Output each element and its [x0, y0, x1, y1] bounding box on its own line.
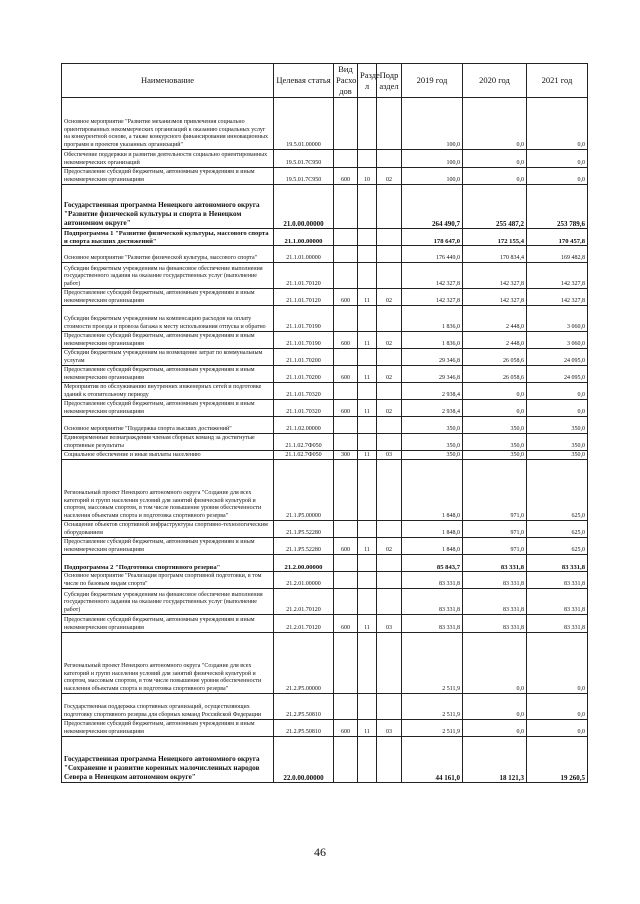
cell-expense-type: 600	[334, 332, 358, 349]
table-row	[62, 720, 588, 737]
cell-target-article: 21.1.02.7Ф050	[274, 434, 334, 451]
cell-section: 11	[358, 332, 377, 349]
cell-section	[358, 417, 377, 434]
cell-expense-type	[334, 383, 358, 400]
cell-2020: 26 058,6	[463, 349, 527, 366]
cell-subsection	[377, 98, 402, 150]
cell-2020: 350,0	[463, 434, 527, 451]
cell-name: Предоставление субсидий бюджетным, автономным учреждениям и иным некоммерческим организациям	[62, 366, 274, 383]
cell-section	[358, 246, 377, 263]
cell-name: Региональный проект Ненецкого автономного округа "Создание для всех категорий и групп населения условий для занятий физической культурой и спортом, массовым спортом, в том числе повышение уровня обеспеченности населения объектами спорта и подготовка спортивного резерва"	[62, 633, 274, 694]
table-body	[62, 98, 588, 783]
cell-expense-type: 600	[334, 168, 358, 185]
cell-subsection	[377, 383, 402, 400]
cell-expense-type	[334, 633, 358, 694]
cell-2021: 0,0	[527, 98, 588, 150]
cell-target-article: 21.1.00.00000	[274, 229, 334, 246]
cell-2019: 2 511,9	[402, 633, 463, 694]
cell-name: Предоставление субсидий бюджетным, автономным учреждениям и иным некоммерческим организациям	[62, 168, 274, 185]
cell-expense-type: 600	[334, 538, 358, 555]
cell-name: Обеспечение поддержки и развития деятельности социально ориентированных некоммерческих организаций	[62, 150, 274, 168]
table-row	[62, 694, 588, 720]
cell-section	[358, 349, 377, 366]
cell-2021: 83 331,8	[527, 589, 588, 615]
cell-subsection	[377, 589, 402, 615]
cell-expense-type	[334, 263, 358, 289]
cell-2021: 24 095,0	[527, 349, 588, 366]
cell-expense-type	[334, 521, 358, 538]
cell-expense-type: 600	[334, 400, 358, 417]
table-row	[62, 555, 588, 572]
cell-2020: 83 331,8	[463, 589, 527, 615]
cell-2021: 0,0	[527, 383, 588, 400]
cell-subsection	[377, 263, 402, 289]
cell-target-article: 19.5.01.00000	[274, 98, 334, 150]
cell-section	[358, 460, 377, 521]
cell-2020: 26 058,6	[463, 366, 527, 383]
table-row	[62, 98, 588, 150]
cell-2020: 350,0	[463, 451, 527, 460]
cell-2021: 0,0	[527, 168, 588, 185]
table-row	[62, 451, 588, 460]
cell-expense-type	[334, 246, 358, 263]
cell-expense-type: 600	[334, 615, 358, 633]
cell-2020: 0,0	[463, 383, 527, 400]
cell-section	[358, 150, 377, 168]
cell-2019: 83 331,8	[402, 572, 463, 589]
cell-2020: 18 121,3	[463, 737, 527, 783]
cell-section	[358, 263, 377, 289]
cell-section	[358, 434, 377, 451]
cell-expense-type	[334, 460, 358, 521]
cell-name: Предоставление субсидий бюджетным, автономным учреждениям и иным некоммерческим организациям	[62, 400, 274, 417]
cell-2019: 83 331,8	[402, 615, 463, 633]
table-row	[62, 289, 588, 306]
table-row	[62, 538, 588, 555]
cell-expense-type	[334, 737, 358, 783]
cell-expense-type	[334, 349, 358, 366]
cell-target-article: 21.1.01.70200	[274, 349, 334, 366]
cell-2021: 0,0	[527, 720, 588, 737]
cell-2020: 83 331,8	[463, 555, 527, 572]
cell-subsection: 02	[377, 366, 402, 383]
cell-section: 11	[358, 720, 377, 737]
cell-name: Мероприятия по обслуживанию внутренних инженерных сетей и подготовке зданий к отопительному периоду	[62, 383, 274, 400]
cell-subsection	[377, 694, 402, 720]
cell-subsection: 03	[377, 720, 402, 737]
cell-expense-type	[334, 417, 358, 434]
table-row	[62, 185, 588, 229]
table-row	[62, 417, 588, 434]
cell-expense-type	[334, 150, 358, 168]
cell-2020: 971,0	[463, 538, 527, 555]
table-row	[62, 150, 588, 168]
cell-2021: 625,0	[527, 538, 588, 555]
cell-section	[358, 383, 377, 400]
header-expense-type: Вид Расхо дов	[334, 64, 358, 98]
cell-subsection	[377, 246, 402, 263]
cell-target-article: 21.1.02.7Ф050	[274, 451, 334, 460]
cell-target-article: 21.1.01.70320	[274, 400, 334, 417]
table-row	[62, 306, 588, 332]
cell-name: Основное мероприятие "Развитие физической культуры, массового спорта"	[62, 246, 274, 263]
cell-2019: 142 327,8	[402, 263, 463, 289]
cell-section: 11	[358, 366, 377, 383]
table-row	[62, 737, 588, 783]
cell-subsection	[377, 150, 402, 168]
cell-subsection	[377, 417, 402, 434]
cell-2019: 1 848,0	[402, 521, 463, 538]
cell-section: 10	[358, 168, 377, 185]
cell-target-article: 21.1.Р5.52280	[274, 538, 334, 555]
table-row	[62, 615, 588, 633]
table-row	[62, 400, 588, 417]
cell-name: Государственная программа Ненецкого автономного округа "Развитие физической культуры и спорта в Ненецком автономном округе"	[62, 185, 274, 229]
cell-2020: 350,0	[463, 417, 527, 434]
cell-2019: 1 848,0	[402, 460, 463, 521]
cell-expense-type	[334, 306, 358, 332]
cell-2019: 2 511,9	[402, 720, 463, 737]
cell-name: Субсидии бюджетным учреждениям на финансовое обеспечение выполнения государственного задания на оказание государственных услуг (выполнение работ)	[62, 589, 274, 615]
cell-expense-type	[334, 694, 358, 720]
cell-name: Предоставление субсидий бюджетным, автономным учреждениям и иным некоммерческим организациям	[62, 332, 274, 349]
cell-name: Государственная программа Ненецкого автономного округа "Сохранение и развитие коренных малочисленных народов Севера в Ненецком автономном округе"	[62, 737, 274, 783]
cell-2019: 2 938,4	[402, 383, 463, 400]
cell-section: 11	[358, 615, 377, 633]
cell-section: 11	[358, 289, 377, 306]
cell-2020: 0,0	[463, 150, 527, 168]
cell-2021: 83 331,8	[527, 555, 588, 572]
cell-subsection: 03	[377, 451, 402, 460]
cell-2020: 142 327,8	[463, 263, 527, 289]
cell-2021: 142 327,8	[527, 289, 588, 306]
cell-2021: 350,0	[527, 434, 588, 451]
cell-subsection: 03	[377, 615, 402, 633]
cell-expense-type: 300	[334, 451, 358, 460]
cell-name: Социальное обеспечение и иные выплаты населению	[62, 451, 274, 460]
cell-2019: 350,0	[402, 417, 463, 434]
cell-subsection	[377, 555, 402, 572]
cell-name: Подпрограмма 2 "Подготовка спортивного резерва"	[62, 555, 274, 572]
cell-name: Предоставление субсидий бюджетным, автономным учреждениям и иным некоммерческим организациям	[62, 538, 274, 555]
table-row	[62, 460, 588, 521]
cell-target-article: 21.2.00.00000	[274, 555, 334, 572]
cell-section: 11	[358, 538, 377, 555]
cell-name: Основное мероприятие "Поддержка спорта высших достижений"	[62, 417, 274, 434]
cell-name: Субсидии бюджетным учреждениям на финансовое обеспечение выполнения государственного задания на оказание государственных услуг (выполнение работ)	[62, 263, 274, 289]
header-name: Наименование	[62, 64, 274, 98]
cell-target-article: 21.2.Р5.50810	[274, 720, 334, 737]
cell-2020: 0,0	[463, 98, 527, 150]
cell-target-article: 21.1.01.70190	[274, 332, 334, 349]
cell-2020: 0,0	[463, 720, 527, 737]
cell-2020: 172 155,4	[463, 229, 527, 246]
cell-2019: 142 327,8	[402, 289, 463, 306]
cell-target-article: 21.1.Р5.52280	[274, 521, 334, 538]
cell-2020: 0,0	[463, 633, 527, 694]
cell-subsection	[377, 521, 402, 538]
cell-expense-type: 600	[334, 720, 358, 737]
cell-2020: 2 448,0	[463, 306, 527, 332]
cell-section	[358, 98, 377, 150]
cell-name: Оснащение объектов спортивной инфраструктуры спортивно-технологическим оборудованием	[62, 521, 274, 538]
cell-target-article: 19.5.01.7С950	[274, 168, 334, 185]
cell-name: Предоставление субсидий бюджетным, автономным учреждениям и иным некоммерческим организациям	[62, 720, 274, 737]
cell-2021: 350,0	[527, 417, 588, 434]
cell-expense-type	[334, 572, 358, 589]
cell-2019: 178 647,0	[402, 229, 463, 246]
cell-2021: 83 331,8	[527, 572, 588, 589]
cell-2019: 100,0	[402, 150, 463, 168]
cell-2021: 3 060,0	[527, 332, 588, 349]
cell-target-article: 21.2.Р5.50810	[274, 694, 334, 720]
cell-section: 11	[358, 451, 377, 460]
cell-2021: 169 482,8	[527, 246, 588, 263]
cell-2021: 3 060,0	[527, 306, 588, 332]
cell-name: Предоставление субсидий бюджетным, автономным учреждениям и иным некоммерческим организациям	[62, 289, 274, 306]
cell-2021: 0,0	[527, 150, 588, 168]
table-row	[62, 332, 588, 349]
cell-name: Региональный проект Ненецкого автономного округа "Создание для всех категорий и групп населения условий для занятий физической культурой и спортом, массовым спортом, в том числе повышение уровня обеспеченности населения объектами спорта и подготовка спортивного резерва"	[62, 460, 274, 521]
cell-2021: 625,0	[527, 521, 588, 538]
cell-target-article: 21.1.Р5.00000	[274, 460, 334, 521]
cell-section	[358, 572, 377, 589]
table-row	[62, 572, 588, 589]
cell-2020: 0,0	[463, 694, 527, 720]
cell-subsection	[377, 434, 402, 451]
cell-2019: 1 836,0	[402, 306, 463, 332]
cell-2020: 255 487,2	[463, 185, 527, 229]
cell-2021: 170 457,8	[527, 229, 588, 246]
cell-target-article: 21.2.01.70120	[274, 615, 334, 633]
header-2019: 2019 год	[402, 64, 463, 98]
cell-2019: 264 490,7	[402, 185, 463, 229]
table-row	[62, 434, 588, 451]
cell-2020: 83 331,8	[463, 572, 527, 589]
cell-2020: 142 327,8	[463, 289, 527, 306]
cell-2019: 100,0	[402, 98, 463, 150]
table-row	[62, 633, 588, 694]
table-row	[62, 589, 588, 615]
header-2020: 2020 год	[463, 64, 527, 98]
cell-name: Предоставление субсидий бюджетным, автономным учреждениям и иным некоммерческим организациям	[62, 615, 274, 633]
cell-2021: 83 331,8	[527, 615, 588, 633]
cell-target-article: 21.0.00.00000	[274, 185, 334, 229]
cell-2019: 2 938,4	[402, 400, 463, 417]
cell-2019: 1 836,0	[402, 332, 463, 349]
cell-target-article: 22.0.00.00000	[274, 737, 334, 783]
cell-name: Государственная поддержка спортивных организаций, осуществляющих подготовку спортивного резерва для сборных команд Российской Федерации	[62, 694, 274, 720]
cell-2019: 176 449,0	[402, 246, 463, 263]
cell-expense-type: 600	[334, 366, 358, 383]
cell-target-article: 21.1.01.70200	[274, 366, 334, 383]
cell-section: 11	[358, 400, 377, 417]
cell-target-article: 21.1.01.00000	[274, 246, 334, 263]
cell-section	[358, 737, 377, 783]
table-row	[62, 366, 588, 383]
cell-target-article: 21.1.02.00000	[274, 417, 334, 434]
cell-expense-type	[334, 555, 358, 572]
cell-subsection	[377, 349, 402, 366]
cell-section	[358, 555, 377, 572]
cell-target-article: 19.5.01.7С950	[274, 150, 334, 168]
cell-expense-type: 600	[334, 289, 358, 306]
cell-expense-type	[334, 185, 358, 229]
cell-name: Основное мероприятие "Реализация программ спортивной подготовки, в том числе по базовым видам спорта"	[62, 572, 274, 589]
cell-expense-type	[334, 589, 358, 615]
cell-target-article: 21.1.01.70190	[274, 306, 334, 332]
cell-2019: 100,0	[402, 168, 463, 185]
table-row	[62, 246, 588, 263]
table-header-row	[62, 64, 588, 98]
table-row	[62, 263, 588, 289]
cell-section	[358, 521, 377, 538]
cell-name: Субсидии бюджетным учреждениям на возмещение затрат по коммунальным услугам	[62, 349, 274, 366]
cell-2021: 253 789,6	[527, 185, 588, 229]
cell-2021: 350,0	[527, 451, 588, 460]
cell-2021: 0,0	[527, 633, 588, 694]
table-row	[62, 383, 588, 400]
cell-expense-type	[334, 229, 358, 246]
header-section: Разде л	[358, 64, 377, 98]
cell-2020: 2 448,0	[463, 332, 527, 349]
cell-expense-type	[334, 98, 358, 150]
cell-2020: 0,0	[463, 400, 527, 417]
cell-section	[358, 589, 377, 615]
budget-table	[61, 63, 588, 783]
cell-name: Субсидии бюджетным учреждениям на компенсацию расходов на оплату стоимости проезда и провоза багажа к месту использования отпуска и обратно	[62, 306, 274, 332]
cell-2019: 44 161,0	[402, 737, 463, 783]
cell-subsection: 02	[377, 332, 402, 349]
cell-expense-type	[334, 434, 358, 451]
cell-2021: 0,0	[527, 694, 588, 720]
cell-2019: 29 346,8	[402, 366, 463, 383]
cell-target-article: 21.1.01.70320	[274, 383, 334, 400]
cell-2021: 0,0	[527, 400, 588, 417]
header-target-article: Целевая статья	[274, 64, 334, 98]
cell-subsection: 02	[377, 400, 402, 417]
cell-name: Единовременные вознаграждения членам сборных команд за достигнутые спортивные результаты	[62, 434, 274, 451]
cell-subsection	[377, 229, 402, 246]
cell-2021: 24 095,0	[527, 366, 588, 383]
cell-target-article: 21.2.Р5.00000	[274, 633, 334, 694]
cell-2019: 350,0	[402, 451, 463, 460]
cell-2020: 170 834,4	[463, 246, 527, 263]
table-row	[62, 229, 588, 246]
table-row	[62, 349, 588, 366]
cell-2019: 83 331,8	[402, 589, 463, 615]
header-subsection: Подр аздел	[377, 64, 402, 98]
table-row	[62, 521, 588, 538]
cell-2019: 350,0	[402, 434, 463, 451]
cell-section	[358, 229, 377, 246]
header-2021: 2021 год	[527, 64, 588, 98]
cell-subsection: 02	[377, 538, 402, 555]
cell-subsection	[377, 572, 402, 589]
cell-2021: 19 260,5	[527, 737, 588, 783]
cell-2019: 29 346,8	[402, 349, 463, 366]
cell-target-article: 21.2.01.00000	[274, 572, 334, 589]
cell-subsection	[377, 185, 402, 229]
cell-2020: 83 331,8	[463, 615, 527, 633]
cell-subsection	[377, 460, 402, 521]
cell-section	[358, 185, 377, 229]
cell-subsection: 02	[377, 168, 402, 185]
cell-2020: 971,0	[463, 460, 527, 521]
cell-section	[358, 694, 377, 720]
page-number: 46	[314, 845, 326, 859]
table-row	[62, 168, 588, 185]
cell-2021: 142 327,8	[527, 263, 588, 289]
cell-subsection	[377, 633, 402, 694]
cell-target-article: 21.1.01.70120	[274, 289, 334, 306]
cell-name: Подпрограмма 1 "Развитие физической культуры, массового спорта и спорта высших достижений"	[62, 229, 274, 246]
cell-target-article: 21.2.01.70120	[274, 589, 334, 615]
cell-section	[358, 633, 377, 694]
cell-subsection	[377, 737, 402, 783]
cell-section	[358, 306, 377, 332]
cell-name: Основное мероприятие "Развитие механизмов привлечения социально ориентированных некоммерческих организаций к оказанию социальных услуг на конкурентной основе, а также конкурсного финансирования инновационных программ и проектов указанных организаций"	[62, 98, 274, 150]
cell-2019: 1 848,0	[402, 538, 463, 555]
cell-2019: 85 843,7	[402, 555, 463, 572]
cell-2021: 625,0	[527, 460, 588, 521]
cell-2019: 2 511,9	[402, 694, 463, 720]
cell-2020: 0,0	[463, 168, 527, 185]
cell-subsection: 02	[377, 289, 402, 306]
cell-subsection	[377, 306, 402, 332]
cell-target-article: 21.1.01.70120	[274, 263, 334, 289]
cell-2020: 971,0	[463, 521, 527, 538]
